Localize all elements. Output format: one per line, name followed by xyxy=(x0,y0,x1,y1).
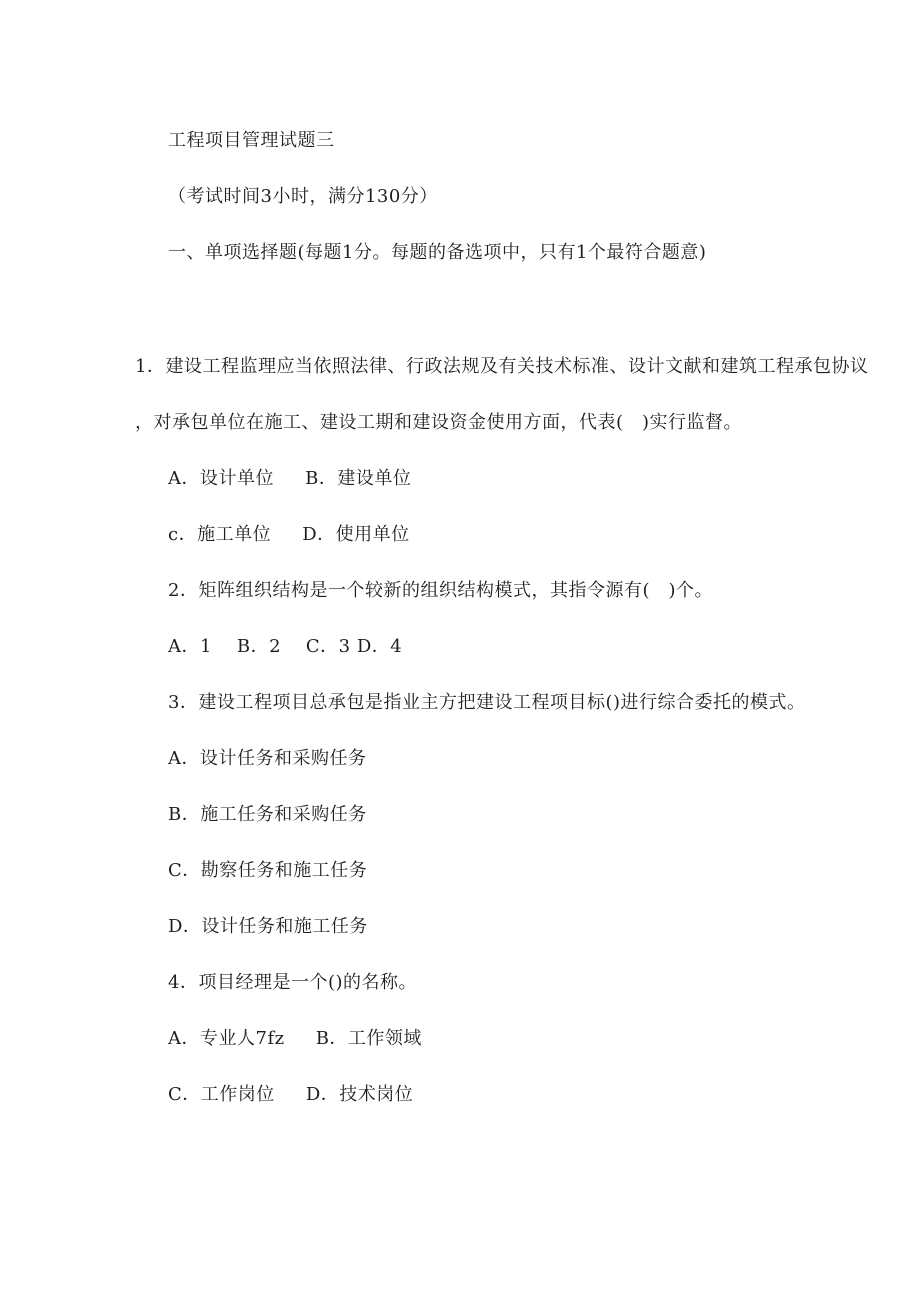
question-1-options-row-ab: A．设计单位 B．建设单位 xyxy=(168,468,412,489)
exam-info: （考试时间3小时，满分130分） xyxy=(168,186,438,207)
question-3-option-a: A．设计任务和采购任务 xyxy=(168,748,367,769)
question-3-option-b: B．施工任务和采购任务 xyxy=(168,804,367,825)
question-3-option-d: D．设计任务和施工任务 xyxy=(168,916,368,937)
question-2-stem: 2．矩阵组织结构是一个较新的组织结构模式，其指令源有( )个。 xyxy=(168,580,713,601)
question-4-options-row-ab: A．专业人7fz B．工作领域 xyxy=(168,1028,422,1049)
question-1-stem-line-1: 1．建设工程监理应当依照法律、行政法规及有关技术标准、设计文献和建筑工程承包协议 xyxy=(135,356,869,377)
section-header: 一、单项选择题(每题1分。每题的备选项中，只有1个最符合题意) xyxy=(168,242,707,263)
question-3-stem: 3．建设工程项目总承包是指业主方把建设工程项目标()进行综合委托的模式。 xyxy=(168,692,806,713)
question-4-stem: 4．项目经理是一个()的名称。 xyxy=(168,972,417,993)
question-1-options-row-cd: c．施工单位 D．使用单位 xyxy=(168,524,410,545)
exam-title: 工程项目管理试题三 xyxy=(168,130,335,151)
question-1-stem-line-2: ，对承包单位在施工、建设工期和建设资金使用方面，代表( )实行监督。 xyxy=(135,412,743,433)
question-3-option-c: C．勘察任务和施工任务 xyxy=(168,860,368,881)
question-4-options-row-cd: C．工作岗位 D．技术岗位 xyxy=(168,1084,414,1105)
blank-line xyxy=(135,298,880,356)
question-2-options-row: A．1 B．2 C．3 D．4 xyxy=(168,636,403,657)
